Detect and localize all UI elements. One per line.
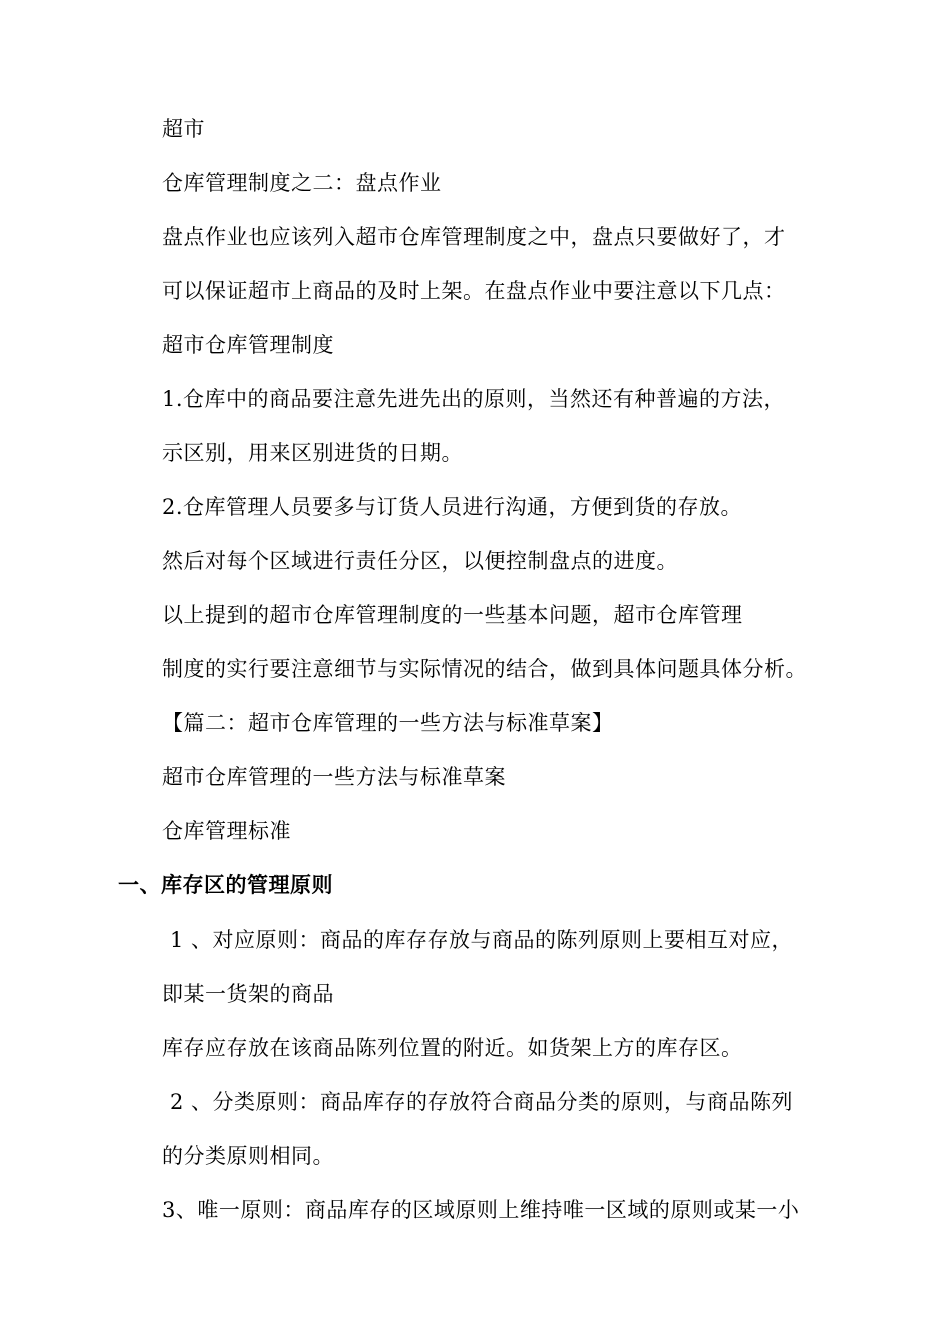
text-line-13: 超市仓库管理的一些方法与标准草案 — [162, 765, 506, 789]
text-line-3: 盘点作业也应该列入超市仓库管理制度之中，盘点只要做好了，才 — [162, 225, 786, 249]
text-line-17: 即某一货架的商品 — [162, 982, 334, 1006]
section-heading-storage-principles: 一、库存区的管理原则 — [118, 873, 333, 897]
text-line-21: 3、唯一原则：商品库存的区域原则上维持唯一区域的原则或某一小 — [162, 1198, 800, 1222]
text-line-9: 然后对每个区域进行责任分区，以便控制盘点的进度。 — [162, 549, 678, 573]
text-line-7: 示区别，用来区别进货的日期。 — [162, 441, 463, 465]
text-line-16: 1 、对应原则：商品的库存存放与商品的陈列原则上要相互对应， — [170, 928, 794, 952]
text-line-19: 2 、分类原则：商品库存的存放符合商品分类的原则，与商品陈列 — [170, 1090, 794, 1114]
text-line-20: 的分类原则相同。 — [162, 1144, 334, 1168]
text-line-5: 超市仓库管理制度 — [162, 333, 334, 357]
text-line-2: 仓库管理制度之二：盘点作业 — [162, 171, 442, 195]
text-line-8: 2.仓库管理人员要多与订货人员进行沟通，方便到货的存放。 — [162, 495, 743, 519]
text-line-4: 可以保证超市上商品的及时上架。在盘点作业中要注意以下几点： — [162, 279, 786, 303]
text-line-14: 仓库管理标准 — [162, 819, 291, 843]
text-line-18: 库存应存放在该商品陈列位置的附近。如货架上方的库存区。 — [162, 1036, 743, 1060]
text-line-11: 制度的实行要注意细节与实际情况的结合，做到具体问题具体分析。 — [162, 657, 807, 681]
text-line-6: 1.仓库中的商品要注意先进先出的原则，当然还有种普遍的方法， — [162, 387, 786, 411]
section-title-part-two: 【篇二：超市仓库管理的一些方法与标准草案】 — [162, 711, 614, 735]
text-line-1: 超市 — [162, 117, 205, 141]
text-line-10: 以上提到的超市仓库管理制度的一些基本问题，超市仓库管理 — [162, 603, 743, 627]
